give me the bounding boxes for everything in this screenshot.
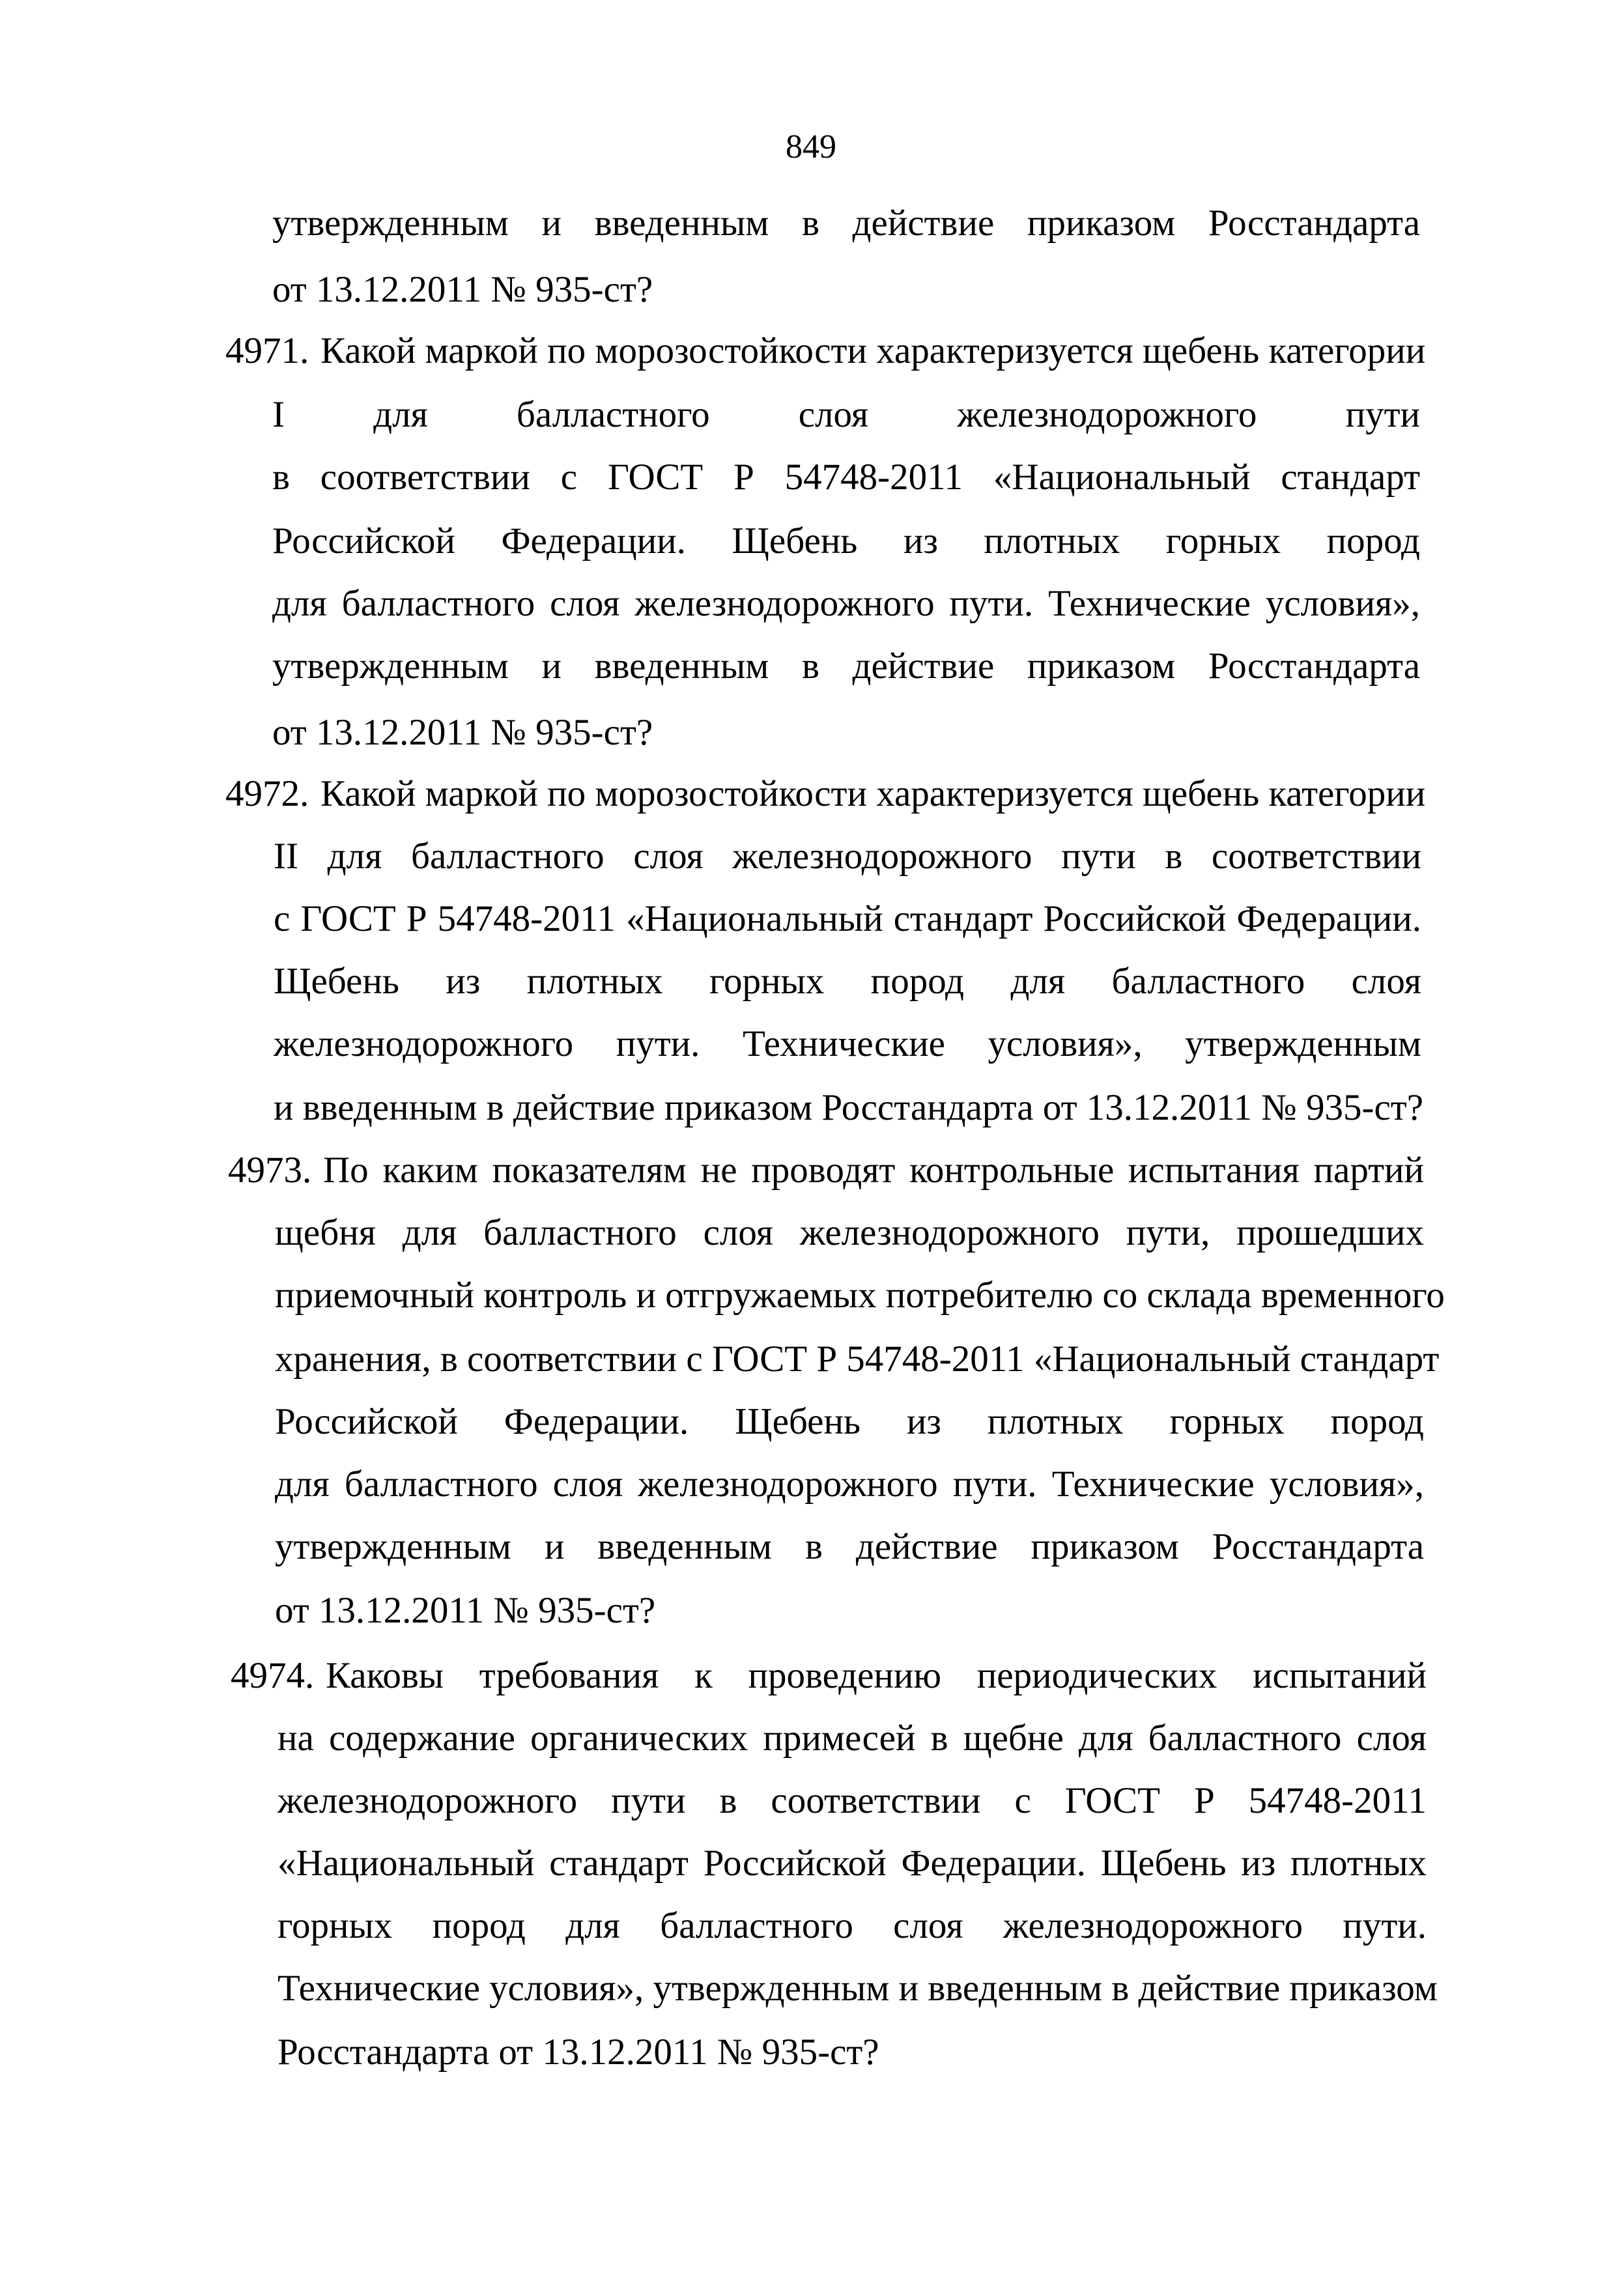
text-line: Какой маркой по морозостойкости характеризуется щебень категории (320, 773, 1426, 814)
text-line: горных пород для балластного слоя железнодорожного пути. (277, 1905, 1427, 1946)
text-line: щебня для балластного слоя железнодорожного пути, прошедших (275, 1212, 1424, 1253)
page-number: 849 (786, 128, 836, 165)
text-line: утвержденным и введенным в действие приказом Росстандарта (272, 203, 1420, 244)
text-line: утвержденным и введенным в действие приказом Росстандарта (272, 645, 1420, 687)
text-line: I для балластного слоя железнодорожного пути (272, 394, 1420, 435)
text-line: с ГОСТ Р 54748-2011 «Национальный стандарт Российской Федерации. (274, 898, 1421, 939)
text-line: По каким показателям не проводят контрольные испытания партий (323, 1150, 1424, 1191)
text-line: Щебень из плотных горных пород для балластного слоя (274, 961, 1421, 1002)
text-line: Какой маркой по морозостойкости характеризуется щебень категории (320, 330, 1426, 371)
text-line: от 13.12.2011 № 935-ст? (272, 712, 653, 753)
text-line: Технические условия», утвержденным и введенным в действие приказом (277, 1968, 1438, 2009)
text-line: для балластного слоя железнодорожного пути. Технические условия», (272, 583, 1420, 624)
text-line: «Национальный стандарт Российской Федерации. Щебень из плотных (277, 1843, 1427, 1884)
text-line: утвержденным и введенным в действие приказом Росстандарта (275, 1526, 1424, 1567)
text-line: на содержание органических примесей в щебне для балластного слоя (277, 1718, 1427, 1759)
text-line: II для балластного слоя железнодорожного пути в соответствии (274, 836, 1421, 877)
text-line: железнодорожного пути. Технические условия», утвержденным (274, 1023, 1421, 1064)
text-line: Росстандарта от 13.12.2011 № 935-ст? (277, 2032, 879, 2073)
text-line: от 13.12.2011 № 935-ст? (272, 269, 653, 310)
question-number: 4972. (225, 773, 309, 814)
question-number: 4971. (225, 330, 309, 371)
text-line: железнодорожного пути в соответствии с ГОСТ Р 54748-2011 (277, 1780, 1427, 1821)
text-line: хранения, в соответствии с ГОСТ Р 54748-2011 «Национальный стандарт (275, 1339, 1440, 1380)
text-line: Каковы требования к проведению периодических испытаний (326, 1655, 1427, 1696)
text-line: приемочный контроль и отгружаемых потребителю со склада временного (275, 1275, 1445, 1316)
text-line: Российской Федерации. Щебень из плотных горных пород (275, 1401, 1424, 1442)
text-line: и введенным в действие приказом Росстандарта от 13.12.2011 № 935-ст? (274, 1087, 1423, 1128)
question-number: 4974. (231, 1655, 315, 1696)
text-line: в соответствии с ГОСТ Р 54748-2011 «Национальный стандарт (272, 457, 1420, 498)
text-line: для балластного слоя железнодорожного пути. Технические условия», (275, 1464, 1424, 1505)
text-line: Российской Федерации. Щебень из плотных горных пород (272, 520, 1420, 561)
text-line: от 13.12.2011 № 935-ст? (275, 1590, 656, 1631)
question-number: 4973. (228, 1150, 312, 1191)
